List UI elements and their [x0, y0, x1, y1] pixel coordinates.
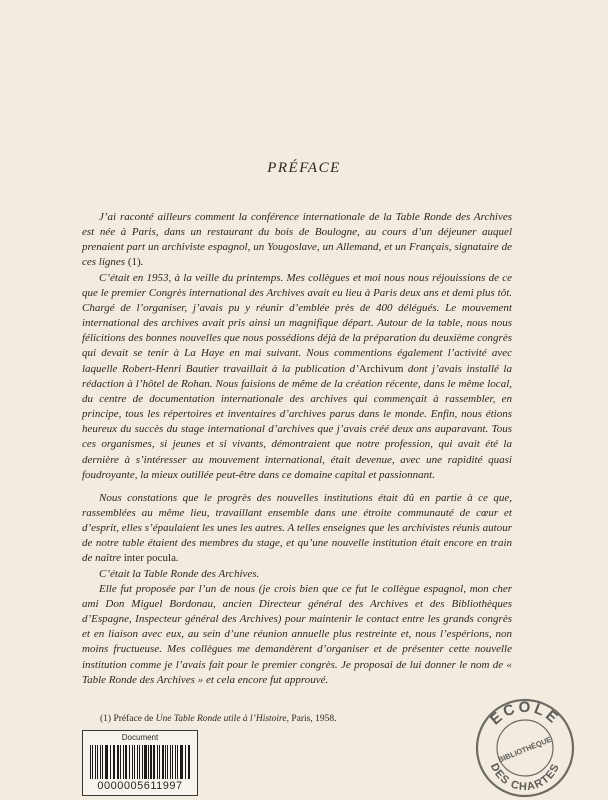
- barcode-bar: [150, 745, 152, 779]
- barcode-bar: [188, 745, 190, 779]
- barcode-bar: [144, 745, 147, 779]
- paragraph-4-text: C’était la Table Ronde des Archives.: [99, 567, 260, 580]
- stamp-top-text: ECOLE: [486, 698, 564, 729]
- preface-body: [82, 210, 512, 688]
- barcode-label: [82, 730, 198, 796]
- barcode-bar: [162, 745, 164, 779]
- paragraph-5-text: Elle fut proposée par l’un de nous (je crois bien que ce fut le collègue espagnol, mon cher ami Don Miguel Bordonau, ancien Directeur général des Archives et des Bibliothèques d’Espagne, Inspecteur général des Archives) pour maintenir le contact entre les grands congrès et en liaison avec eux, au sein d’une réunion annuelle plus restreinte et, nous l’espérions, non moins fructueuse. Mes collègues me demandèrent d’organiser et de présenter cette nouvelle institution comme je l’avais fait pour le premier congrès. Je proposai de lui donner le nom de « Table Ronde des Archives » et cela encore fut approuvé.: [82, 582, 512, 686]
- paragraph-4: [82, 567, 512, 582]
- barcode-bar: [90, 745, 91, 779]
- barcode-bar: [139, 745, 140, 779]
- barcode-bar: [110, 745, 111, 779]
- barcode-bar: [125, 745, 127, 779]
- latin-phrase: inter pocula: [123, 552, 176, 565]
- paragraph-3: [82, 491, 512, 567]
- page-title: PRÉFACE: [267, 160, 341, 176]
- barcode-caption: Document: [121, 733, 159, 742]
- barcode-bar: [159, 745, 160, 779]
- library-stamp-icon: [470, 690, 580, 800]
- paragraph-5: [82, 582, 512, 688]
- barcode-bar: [165, 745, 166, 779]
- barcode-bar: [175, 745, 176, 779]
- stamp-middle-text: BIBLIOTHÈQUE: [496, 734, 553, 765]
- barcode-number: 0000005611997: [97, 780, 183, 792]
- barcode-bar: [180, 745, 183, 779]
- svg-text:ECOLE: [487, 699, 563, 729]
- footnote-prefix: (1) Préface de: [100, 714, 156, 724]
- barcode-bar: [97, 745, 98, 779]
- paragraph-1-text: J’ai raconté ailleurs comment la conférence internationale de la Table Ronde des Archives est née à Paris, dans un restaurant du bois de Boulogne, au cours d’un déjeuner auquel prenaient part un archiviste espagnol, un Yougoslave, un Allemand, et un Français, signataire de ces lignes: [82, 211, 512, 269]
- barcode-bar: [170, 745, 171, 779]
- barcode-bar: [120, 745, 121, 779]
- paragraph-2-end: dont j’avais installé la rédaction à l’hôtel de Rohan. Nous faisions de même de la création récente, dans le même local, du centre de documentation internationale des archives qui commençait à rassembler, en principe, tous les répertoires et inventaires d’archives parus dans le monde. Enfin, nous étions heureux du succès du stage international d’archives que j’avais créé deux ans auparavant. Tous ces organismes, si jeunes et si vivants, démontraient que notre profession, qui avait été la dernière à s’intéresser au mouvement international, était devenue, avec une rapidité quasi foudroyante, la mieux outillée peut-être dans ce domaine capital et passionnant.: [82, 362, 512, 481]
- barcode-bar: [129, 745, 130, 779]
- barcode-bar: [137, 745, 138, 779]
- footnote-book-title: Une Table Ronde utile à l’Histoire: [155, 714, 287, 724]
- barcode-bar: [123, 745, 124, 779]
- barcode-bar: [172, 745, 173, 779]
- barcode-bar: [185, 745, 186, 779]
- barcode-bar: [148, 745, 149, 779]
- paragraph-2-text: C’était en 1953, à la veille du printemps. Mes collègues et moi nous nous réjouissions de ce que le premier Congrès international des Archives avait eu lieu à Paris deux ans et demi plus tôt. Chargé de l’organiser, j’avais pu y réunir d’emblée près de 400 délégués. Le mouvement international des archives avait pris ainsi un magnifique départ. Autour de la table, nous nous félicitions des bonnes nouvelles que nous possédions déjà de la préparation du deuxième congrès qui devait se tenir à La Haye en mai suivant. Nous commentions également l’activité avec laquelle Robert-Henri Bautier travaillait à la publication d’: [82, 271, 512, 375]
- footnote-reference: (1): [127, 256, 141, 269]
- barcode-bar: [157, 745, 158, 779]
- barcode-bar: [132, 745, 133, 779]
- paragraph-3-text: Nous constations que le progrès des nouvelles institutions était dû en partie à ce que, rassemblées au même lieu, travaillant ensemble dans une étroite communauté de cœur et d’esprit, elles s’épaulaient les unes les autres. A telles enseignes que les archivistes réunis autour de notre table étaient des membres du stage, et qu’une nouvelle institution était encore en train de naître: [82, 491, 512, 565]
- footnote-suffix: , Paris, 1958.: [286, 714, 337, 724]
- barcode-bar: [102, 745, 103, 779]
- paragraph-3-end: .: [175, 552, 179, 565]
- barcode-bar: [117, 745, 119, 779]
- barcode-bar: [105, 745, 108, 779]
- barcode-icon: [89, 745, 191, 779]
- archivum-title: Archivum: [358, 362, 404, 375]
- barcode-bar: [95, 745, 96, 779]
- barcode-bar: [153, 745, 155, 779]
- stamp-bottom-text: DES CHARTES: [487, 761, 563, 794]
- barcode-bar: [134, 745, 135, 779]
- footnote: [100, 713, 430, 725]
- paragraph-1-end: .: [140, 256, 144, 269]
- barcode-bar: [113, 745, 115, 779]
- barcode-bar: [100, 745, 101, 779]
- paragraph-1: [82, 210, 512, 271]
- barcode-bar: [167, 745, 168, 779]
- paragraph-2: [82, 271, 512, 483]
- barcode-bar: [92, 745, 93, 779]
- barcode-bar: [177, 745, 178, 779]
- barcode-bar: [142, 745, 143, 779]
